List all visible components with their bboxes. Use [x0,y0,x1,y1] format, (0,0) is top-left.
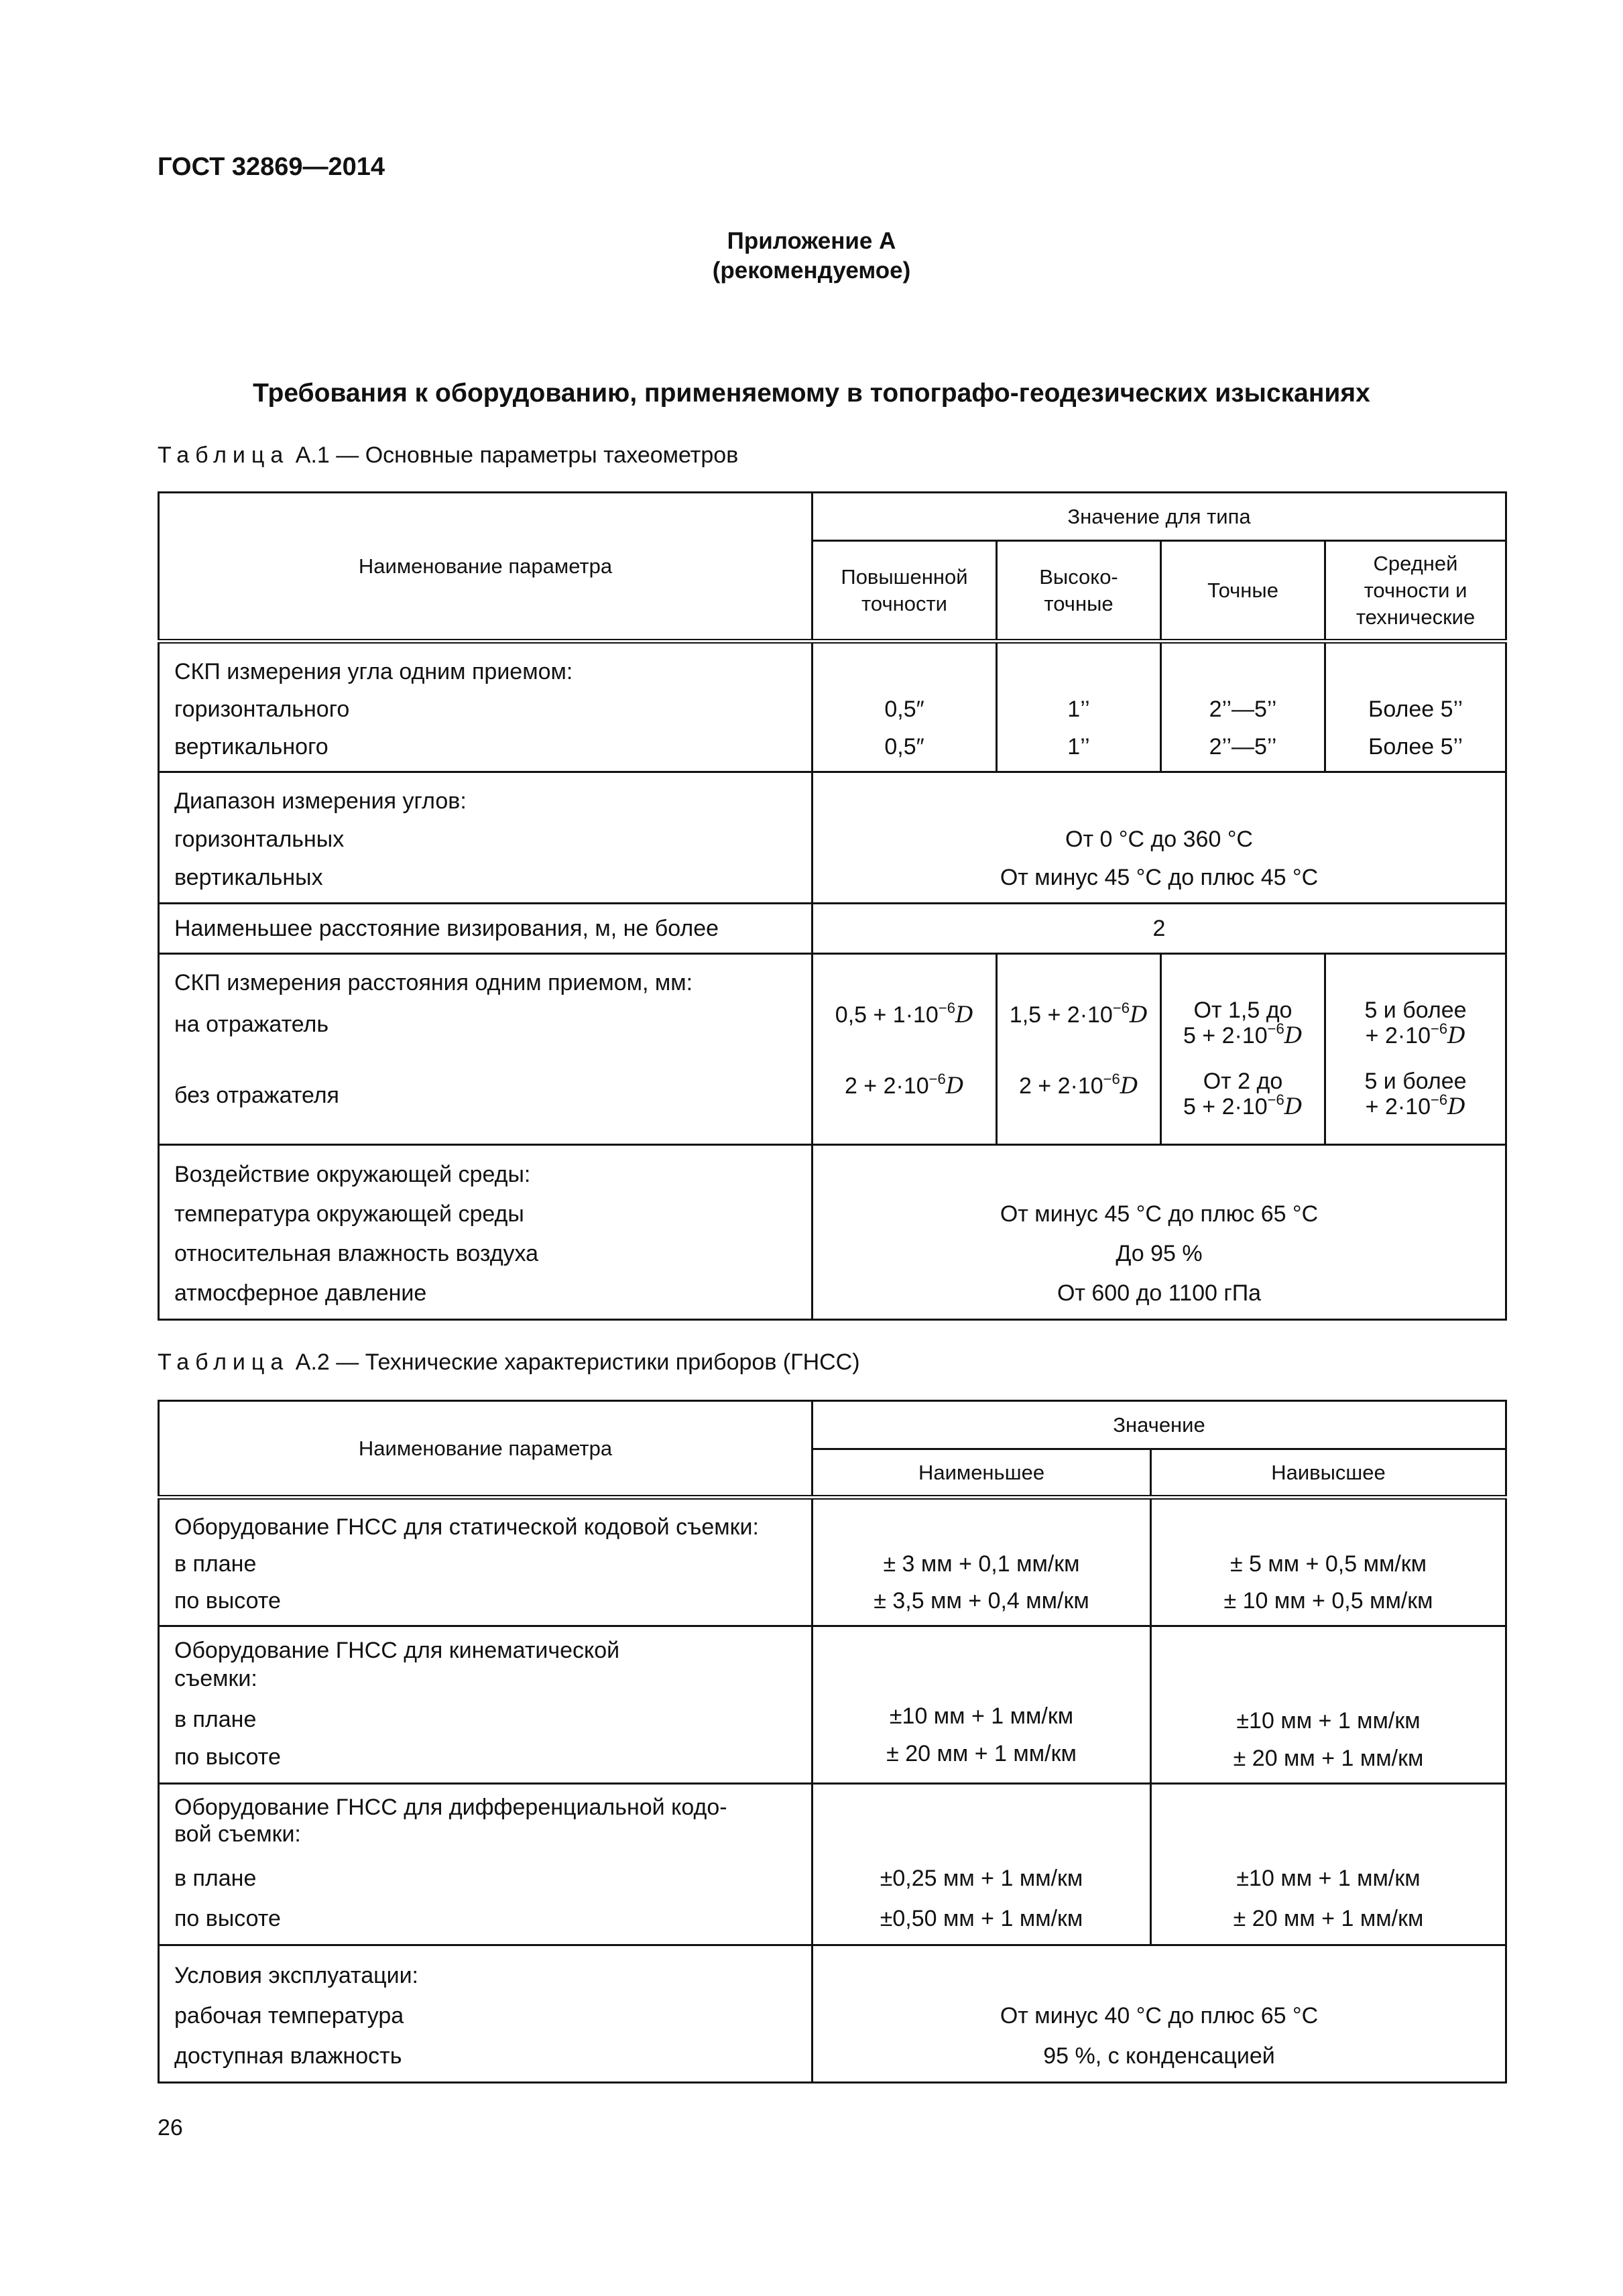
table-row [159,772,1506,904]
table-a1 [158,491,1507,1321]
param-cell: Оборудование ГНСС для статической кодовой съемки: в плане по высоте [159,1498,813,1626]
header-col-medium-technical: Средней точности и технические [1325,541,1506,642]
table-row [159,1498,1506,1626]
value-cell: 5 и более + $2\cdot 10^{-6}D$ 5 и более + $2\cdot 10^{-6}D$ [1325,954,1506,1145]
table2-caption-label: Таблица [158,1349,290,1375]
header-col-precise: Точные [1161,541,1325,642]
param-cell: Условия эксплуатации: рабочая температура доступная влажность [159,1945,813,2083]
table-row [159,1945,1506,2083]
appendix-subtitle: (рекомендуемое) [712,257,911,284]
header-col-high-precision: Повышенной точности [813,541,997,642]
value-cell: $0,5 + 1\cdot 10^{-6}D$ $2 + 2\cdot 10^{-6}D$ [813,954,997,1145]
param-cell: СКП измерения расстояния одним приемом, мм: на отражатель без отражателя [159,954,813,1145]
value-cell: От 1,5 до $5 + 2\cdot 10^{-6}D$ От 2 до $5 + 2\cdot 10^{-6}D$ [1161,954,1325,1145]
table-row [159,954,1506,1145]
param-cell: Диапазон измерения углов: горизонтальных вертикальных [159,772,813,904]
value-cell: ±0,25 мм + 1 мм/км ±0,50 мм + 1 мм/км [813,1784,1151,1945]
header-col-min: Наименьшее [813,1449,1151,1498]
header-group: Значение для типа [813,493,1506,541]
header-col-max: Наивысшее [1151,1449,1506,1498]
table-row [159,1784,1506,1945]
value-cell: Более 5’’ Более 5’’ [1325,642,1506,772]
value-cell: От минус 45 °С до плюс 65 °С До 95 % От 600 до 1100 гПа [813,1145,1506,1320]
value-cell: ± 3 мм + 0,1 мм/км ± 3,5 мм + 0,4 мм/км [813,1498,1151,1626]
header-param: Наименование параметра [159,493,813,642]
value-cell: От минус 40 °С до плюс 65 °С 95 %, с конденсацией [813,1945,1506,2083]
table1-caption-text: А.1 — Основные параметры тахеометров [295,442,739,468]
value-cell: 2’’—5’’ 2’’—5’’ [1161,642,1325,772]
table1-caption [158,442,738,469]
table-row [159,904,1506,954]
value-cell: $1,5 + 2\cdot 10^{-6}D$ $2 + 2\cdot 10^{-6}D$ [997,954,1161,1145]
value-cell: ±10 мм + 1 мм/км ± 20 мм + 1 мм/км [1151,1784,1506,1945]
value-cell: 1’’ 1’’ [997,642,1161,772]
header-group: Значение [813,1401,1506,1449]
param-cell: Наименьшее расстояние визирования, м, не более [159,904,813,954]
value-cell: ±10 мм + 1 мм/км ± 20 мм + 1 мм/км [1151,1626,1506,1784]
page-number: 26 [158,2115,183,2140]
table-row [159,1626,1506,1784]
table1-caption-label: Таблица [158,442,290,468]
value-cell: 2 [813,904,1506,954]
value-cell: ± 5 мм + 0,5 мм/км ± 10 мм + 0,5 мм/км [1151,1498,1506,1626]
param-cell: Оборудование ГНСС для кинематической съемки: в плане по высоте [159,1626,813,1784]
section-title: Требования к оборудованию, применяемому в топографо-геодезических изысканиях [253,379,1370,408]
standard-number: ГОСТ 32869—2014 [158,153,385,181]
header-param: Наименование параметра [159,1401,813,1498]
table-a2 [158,1400,1507,2083]
table-row [159,1145,1506,1320]
header-col-highly-precise: Высоко- точные [997,541,1161,642]
param-cell: СКП измерения угла одним приемом: горизонтального вертикального [159,642,813,772]
table2-caption [158,1349,860,1376]
table-row [159,642,1506,772]
param-cell: Оборудование ГНСС для дифференциальной кодо- вой съемки: в плане по высоте [159,1784,813,1945]
value-cell: От 0 °С до 360 °С От минус 45 °С до плюс 45 °С [813,772,1506,904]
value-cell: 0,5″ 0,5″ [813,642,997,772]
appendix-title: Приложение А [727,228,896,254]
value-cell: ±10 мм + 1 мм/км ± 20 мм + 1 мм/км [813,1626,1151,1784]
table2-caption-text: А.2 — Технические характеристики приборов (ГНСС) [295,1349,860,1375]
param-cell: Воздействие окружающей среды: температура окружающей среды относительная влажность воздуха атмосферное давление [159,1145,813,1320]
